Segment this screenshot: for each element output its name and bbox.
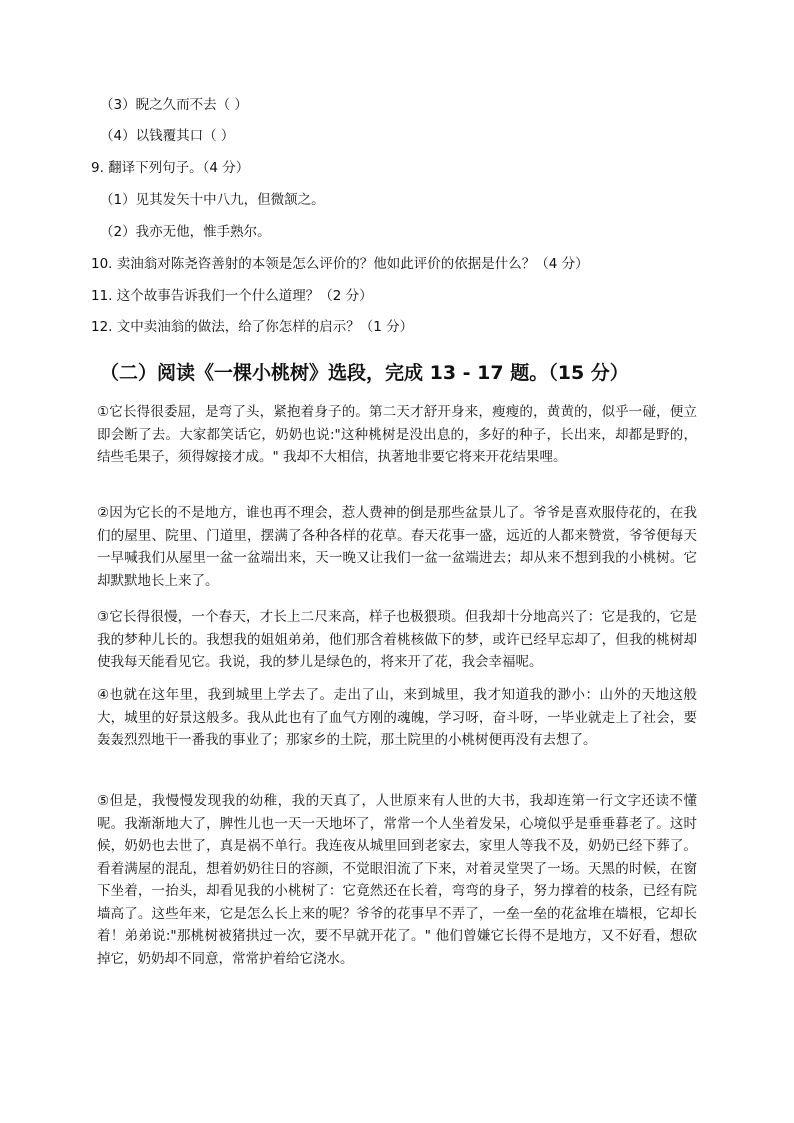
question-item: （3）睨之久而不去（ ） [100,97,248,113]
question-item: 11. 这个故事告诉我们一个什么道理？（2 分） [91,288,373,304]
question-item: （2）我亦无他，惟手熟尔。 [100,224,271,240]
section-title: （二）阅读《一棵小桃树》选段，完成 13 - 17 题。（15 分） [100,362,629,384]
question-item: 9. 翻译下列句子。（4 分） [91,160,250,176]
passage-paragraph: ①它长得很委屈，是弯了头，紧抱着身子的。第二天才舒开身来，瘦瘦的，黄黄的，似乎一碰，便立即会断了去。大家都笑话它，奶奶也说:"这种桃树是没出息的，多好的种子，长出来，却都是野的，结些毛果子，须得嫁接才成。" 我却不大相信，执著地非要它将来开花结果哩。 [97,404,697,465]
question-item: （4）以钱覆其口（ ） [100,128,235,144]
passage-paragraph: ③它长得很慢，一个春天，才长上二尺来高，样子也极猥琐。但我却十分地高兴了：它是我的，它是我的梦种儿长的。我想我的姐姐弟弟，他们那含着桃核做下的梦，或许已经早忘却了，但我的桃树却使我每天能看见它。我说，我的梦儿是绿色的，将来开了花，我会幸福呢。 [97,609,697,670]
passage-paragraph: ⑤但是，我慢慢发现我的幼稚，我的天真了，人世原来有人世的大书，我却连第一行文字还读不懂呢。我渐渐地大了，脾性儿也一天一天地坏了，常常一个人坐着发呆，心境似乎是垂垂暮老了。这时候，奶奶也去世了，真是祸不单行。我连夜从城里回到老家去，家里人等我不及，奶奶已经下葬了。看着满屋的混乱，想着奶奶往日的容颜，不觉眼泪流了下来，对着灵堂哭了一场。天黑的时候，在窗下坐着，一抬头，却看见我的小桃树了：它竟然还在长着，弯弯的身子，努力撑着的枝条，已经有院墙高了。这些年来，它是怎么长上来的呢？爷爷的花事早不弄了，一垒一垒的花盆堆在墙根，它却长着！弟弟说:"那桃树被猪拱过一次，要不早就开花了。" 他们曾嫌它长得不是地方，又不好看，想砍掉它，奶奶却不同意，常常护着给它浇水。 [97,793,697,967]
passage-paragraph: ④也就在这年里，我到城里上学去了。走出了山，来到城里，我才知道我的渺小：山外的天地这般大，城里的好景这般多。我从此也有了血气方刚的魂魄，学习呀，奋斗呀，一毕业就走上了社会，要轰轰烈烈地干一番我的事业了；那家乡的土院，那土院里的小桃树便再没有去想了。 [97,687,697,748]
question-item: 10. 卖油翁对陈尧咨善射的本领是怎么评价的？他如此评价的依据是什么？（4 分） [91,256,589,272]
question-item: （1）见其发矢十中八九，但微颔之。 [100,192,325,208]
question-item: 12. 文中卖油翁的做法，给了你怎样的启示？（1 分） [91,319,414,335]
passage-paragraph: ②因为它长的不是地方，谁也再不理会，惹人费神的倒是那些盆景儿了。爷爷是喜欢服侍花的，在我们的屋里、院里、门道里，摆满了各种各样的花草。春天花事一盛，远近的人都来赞赏，爷爷便每天一早喊我们从屋里一盆一盆端出来，天一晚又让我们一盆一盆端进去；却从来不想到我的小桃树。它却默默地长上来了。 [97,505,697,589]
